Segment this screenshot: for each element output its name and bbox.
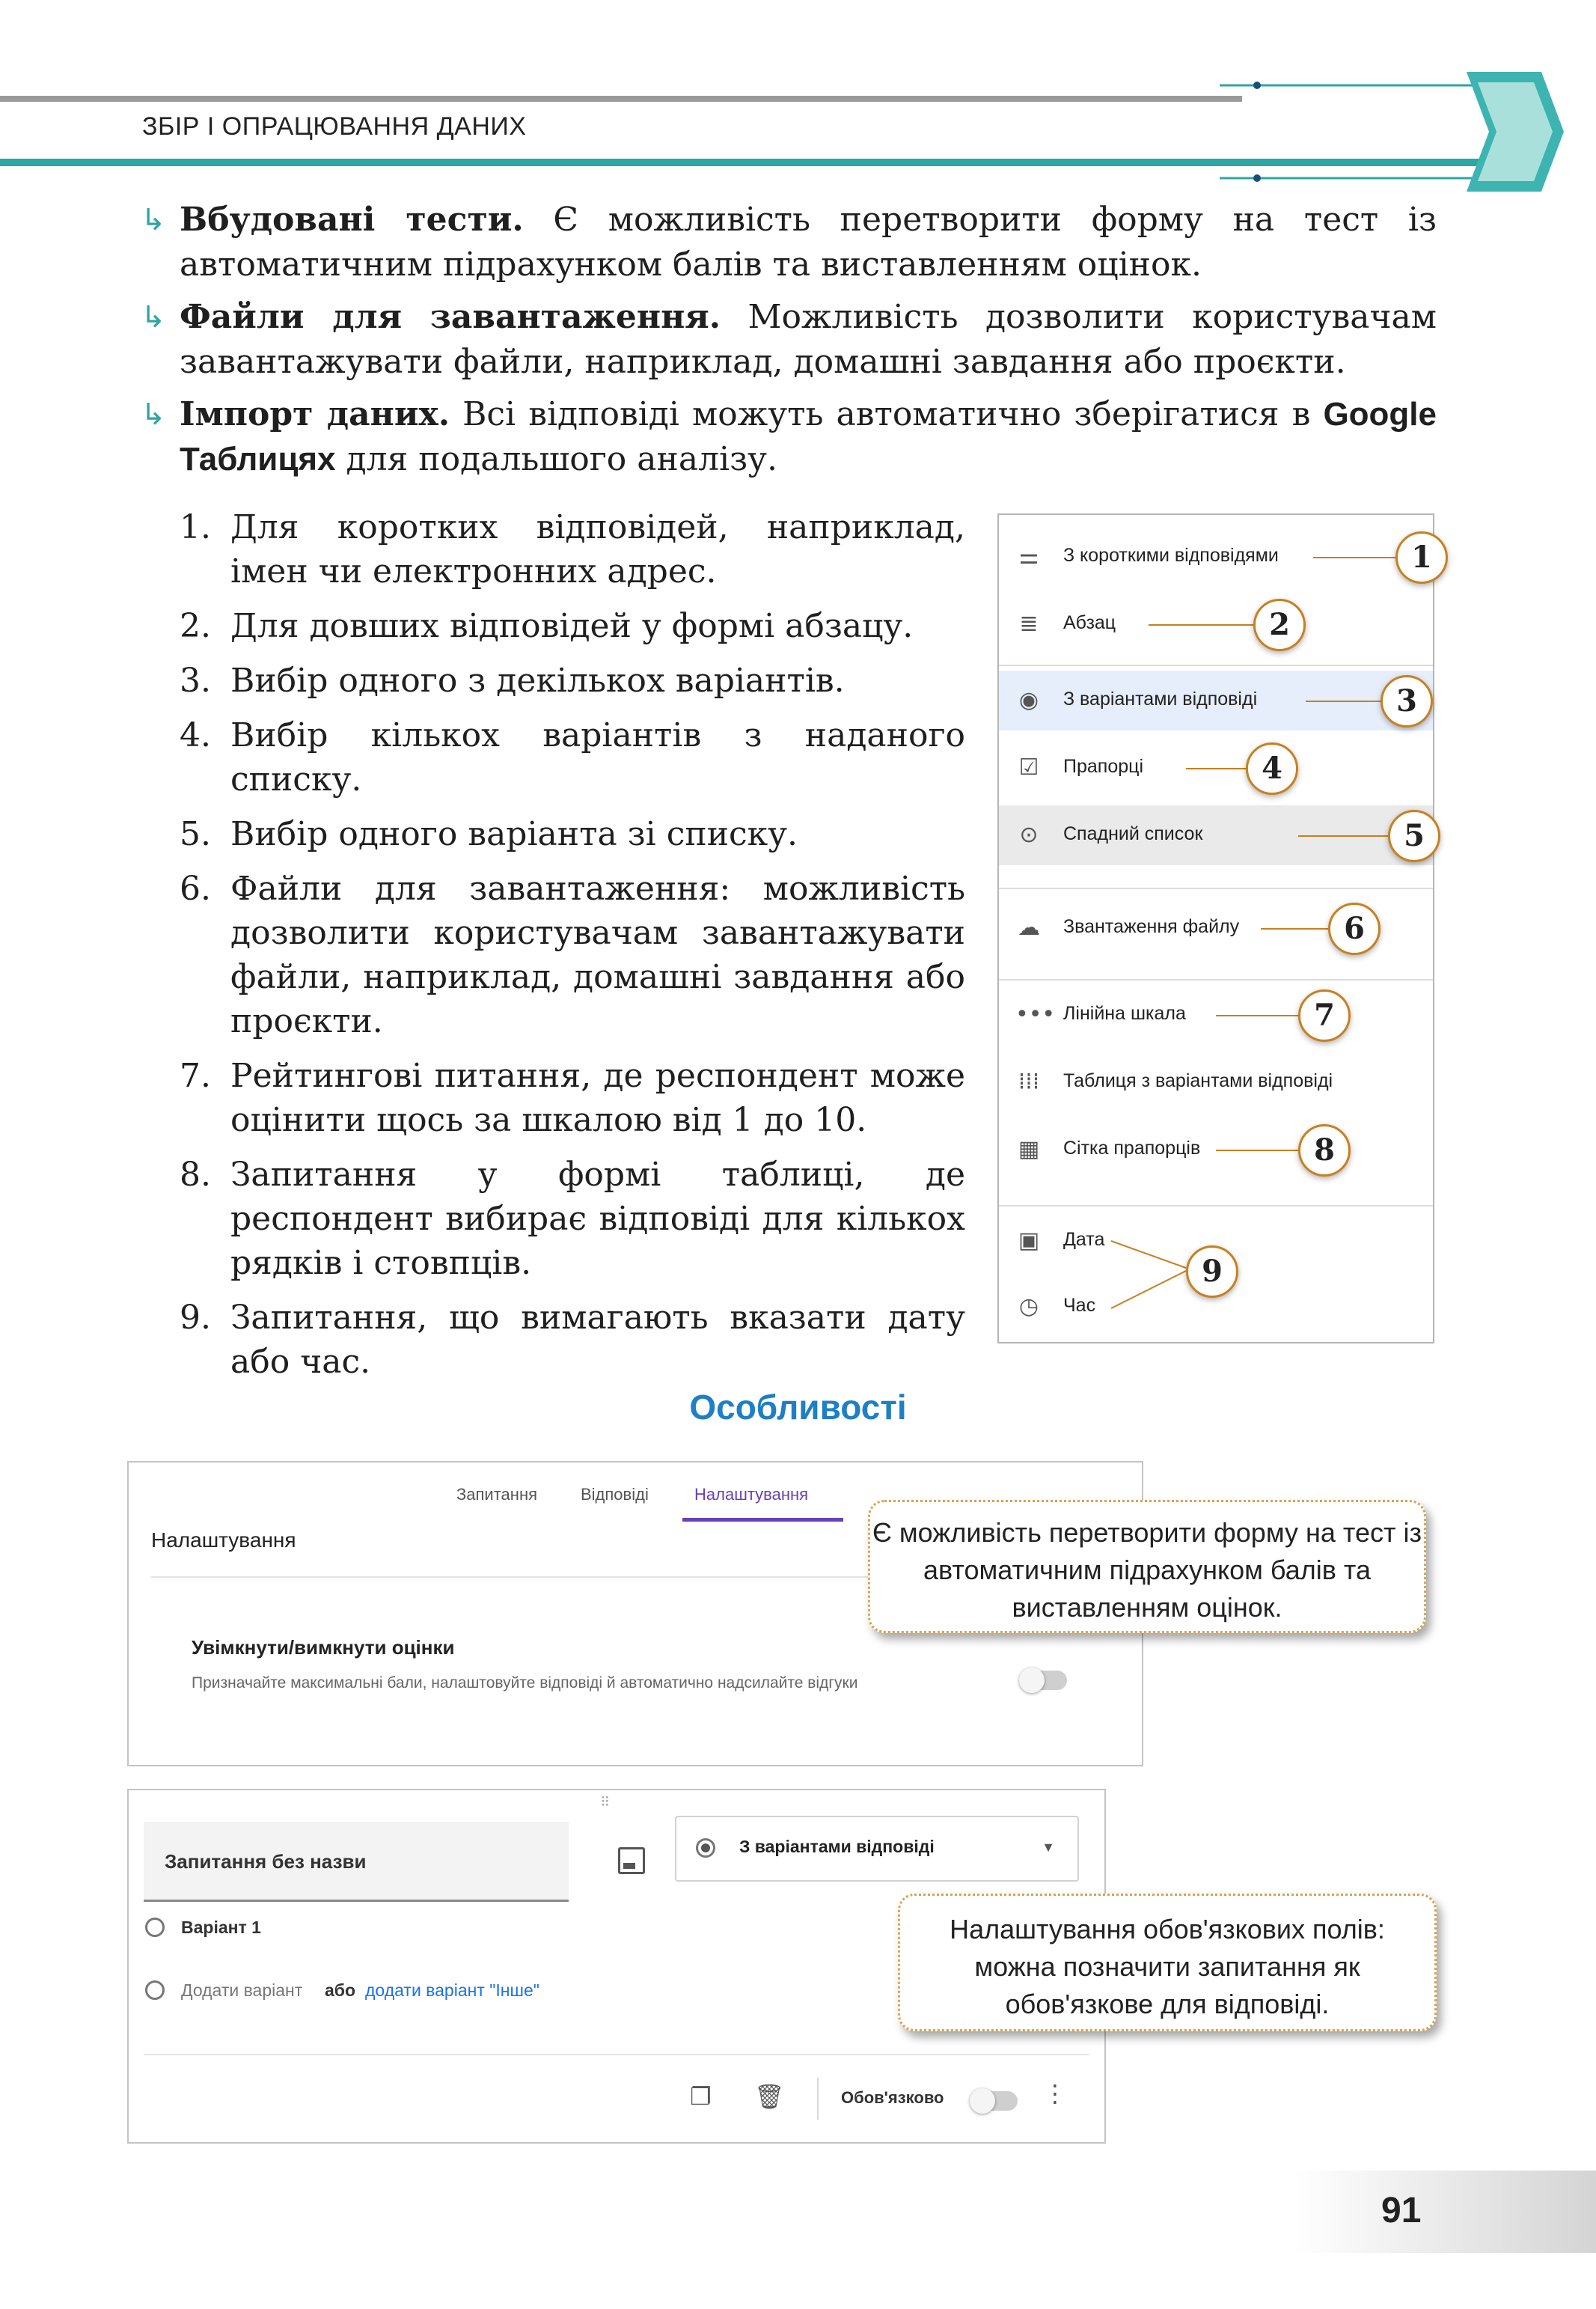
calendar-icon: ▣ xyxy=(1018,1227,1040,1254)
menu-divider xyxy=(999,665,1433,666)
active-tab-indicator xyxy=(682,1518,843,1522)
menu-item-checkbox-grid[interactable]: ▦ Сітка прапорців xyxy=(999,1120,1433,1180)
section-title: Особливості xyxy=(689,1388,907,1427)
chevron-down-icon: ▼ xyxy=(1042,1840,1055,1855)
callout-9: 9 xyxy=(1186,1245,1238,1298)
list-item: 9. Запитання, що вимагають вказати дату або час. xyxy=(180,1299,965,1381)
list-item: 7. Рейтингові питання, де респондент може оцінити щось за шкалою від 1 до 10. xyxy=(180,1057,965,1139)
add-other-link[interactable]: додати варіант "Інше" xyxy=(365,1980,539,2000)
callout-2: 2 xyxy=(1253,599,1306,651)
arrow-bullet-icon: ↳ xyxy=(141,203,166,237)
tooltip-required: Налаштування обов'язкових полів: можна позначити запитання як обов'язкове для відповіді. xyxy=(898,1894,1437,2031)
feature-data-import xyxy=(141,392,1437,482)
trash-icon[interactable]: 🗑 xyxy=(754,2082,785,2111)
callout-6: 6 xyxy=(1328,903,1381,955)
question-type-menu xyxy=(997,513,1434,1343)
callout-4: 4 xyxy=(1246,742,1298,795)
menu-item-multiple-choice-grid[interactable]: ⁞⁞⁞ Таблиця з варіантами відповіді xyxy=(999,1052,1433,1112)
feature-term: Файли для завантаження. xyxy=(180,298,721,336)
upload-icon: ☁ xyxy=(1018,915,1040,941)
callout-leader xyxy=(1149,624,1253,626)
menu-divider xyxy=(999,888,1433,889)
page-number: 91 xyxy=(1381,2191,1422,2230)
callout-5: 5 xyxy=(1388,810,1440,862)
callout-1: 1 xyxy=(1395,531,1448,584)
menu-divider xyxy=(999,1205,1433,1207)
or-label: або xyxy=(325,1980,356,2000)
required-toggle-switch[interactable] xyxy=(973,2091,1018,2111)
menu-item-dropdown[interactable]: ⊙ Спадний список xyxy=(999,805,1433,865)
header-arrow-decoration xyxy=(1220,64,1564,199)
menu-item-date[interactable]: ▣ Дата xyxy=(999,1211,1433,1271)
tab-questions[interactable]: Запитання xyxy=(456,1485,538,1504)
question-type-select[interactable]: З варіантами відповіді ▼ xyxy=(675,1816,1079,1882)
list-item: 3. Вибір одного з декількох варіантів. xyxy=(180,662,845,700)
required-label: Обов'язково xyxy=(841,2088,944,2107)
grades-toggle-title: Увімкнути/вимкнути оцінки xyxy=(192,1636,455,1659)
short-answer-icon: ⚌ xyxy=(1018,543,1039,570)
menu-item-multiple-choice[interactable]: ◉ З варіантами відповіді xyxy=(999,671,1433,730)
tooltip-quiz: Є можливість перетворити форму на тест із автоматичним підрахунком балів та виставленням оцінок. xyxy=(868,1500,1426,1633)
callout-3: 3 xyxy=(1381,675,1433,728)
question-types-list xyxy=(180,505,965,1394)
paragraph-icon: ≣ xyxy=(1019,611,1039,637)
menu-item-file-upload[interactable]: ☁ Звантаження файлу xyxy=(999,898,1433,958)
grades-toggle-description: Призначайте максимальні бали, налаштовуйте відповіді й автоматично надсилайте відгуки xyxy=(192,1674,858,1692)
dropdown-icon: ⊙ xyxy=(1019,822,1039,848)
feature-text: Є можливість перетворити форму на тест із автоматичним підрахунком балів та виставленням оцінок. xyxy=(180,201,1437,284)
footer-separator xyxy=(817,2078,819,2120)
clock-icon: ◷ xyxy=(1018,1293,1039,1320)
menu-divider xyxy=(999,979,1433,980)
callout-leader xyxy=(1261,928,1328,930)
feature-text: Всі відповіді можуть автоматично зберігатися в xyxy=(450,395,1324,433)
feature-term: Імпорт даних. xyxy=(180,395,450,433)
feature-text: Можливість дозволити користувачам завантажувати файли, наприклад, домашні завдання або проєкти. xyxy=(180,298,1437,381)
add-option-link[interactable]: Додати варіант xyxy=(181,1980,303,2000)
arrow-bullet-icon: ↳ xyxy=(141,300,166,335)
menu-item-time[interactable]: ◷ Час xyxy=(999,1277,1433,1337)
callout-leader xyxy=(1186,768,1246,769)
menu-item-linear-scale[interactable]: ••• Лінійна шкала xyxy=(1015,1001,1186,1028)
callout-leader xyxy=(1306,701,1381,702)
menu-item-checkboxes[interactable]: ☑ Прапорці xyxy=(999,738,1433,798)
feature-text: для подальшого аналізу. xyxy=(335,440,777,478)
list-item: 6. Файли для завантаження: можливість дозволити користувачам завантажувати файли, наприклад, домашні завдання або проєкти. xyxy=(180,870,965,1040)
list-item: 5. Вибір одного варіанта зі списку. xyxy=(180,815,798,853)
list-item: 8. Запитання у формі таблиці, де респондент вибирає відповіді для кількох рядків і стовпців. xyxy=(180,1156,965,1282)
running-header: ЗБІР І ОПРАЦЮВАННЯ ДАНИХ xyxy=(142,112,527,141)
grid-radio-icon: ⁞⁞⁞ xyxy=(1018,1069,1040,1095)
callout-leader xyxy=(1298,835,1388,837)
page-number-band xyxy=(1294,2171,1596,2253)
feature-embedded-tests xyxy=(141,198,1437,287)
callout-9-leaders xyxy=(1111,1233,1193,1316)
tab-responses[interactable]: Відповіді xyxy=(581,1485,649,1504)
menu-item-short-answer[interactable]: ⚌ З короткими відповідями xyxy=(999,527,1433,587)
list-item: 1. Для коротких відповідей, наприклад, імен чи електронних адрес. xyxy=(180,508,965,591)
grid-checkbox-icon: ▦ xyxy=(1018,1136,1040,1162)
callout-leader xyxy=(1216,1015,1298,1016)
list-item: 2. Для довших відповідей у формі абзацу. xyxy=(180,607,914,645)
feature-file-upload xyxy=(141,295,1437,385)
linear-scale-icon: ••• xyxy=(1015,1001,1056,1028)
arrow-bullet-icon: ↳ xyxy=(141,397,166,432)
checkbox-icon: ☑ xyxy=(1018,754,1039,781)
footer-divider xyxy=(144,2054,1089,2055)
option-1-label[interactable]: Варіант 1 xyxy=(181,1918,261,1937)
option-radio[interactable] xyxy=(145,1918,165,1937)
callout-leader xyxy=(1216,1150,1298,1151)
add-option-radio xyxy=(145,1980,165,2000)
add-image-icon[interactable] xyxy=(618,1847,645,1874)
list-item: 4. Вибір кількох варіантів з наданого списку. xyxy=(180,716,965,799)
radio-icon xyxy=(696,1838,715,1858)
callout-8: 8 xyxy=(1298,1124,1351,1177)
question-title-field[interactable]: Запитання без назви xyxy=(144,1822,569,1902)
menu-item-paragraph[interactable]: ≣ Абзац xyxy=(999,594,1433,654)
header-rule-grey xyxy=(0,96,1242,102)
grades-toggle-switch[interactable] xyxy=(1022,1671,1067,1690)
feature-app-name: Google Таблицях xyxy=(180,396,1437,478)
duplicate-icon[interactable]: ❐ xyxy=(690,2082,712,2111)
radio-icon: ◉ xyxy=(1018,687,1039,713)
callout-7: 7 xyxy=(1298,989,1351,1042)
settings-heading: Налаштування xyxy=(151,1528,296,1552)
more-options-icon[interactable]: ⋮ xyxy=(1043,2079,1067,2108)
feature-term: Вбудовані тести. xyxy=(180,201,524,239)
tab-settings[interactable]: Налаштування xyxy=(694,1485,809,1504)
callout-leader xyxy=(1313,557,1395,558)
drag-handle-icon[interactable]: ⠿ xyxy=(600,1795,612,1810)
